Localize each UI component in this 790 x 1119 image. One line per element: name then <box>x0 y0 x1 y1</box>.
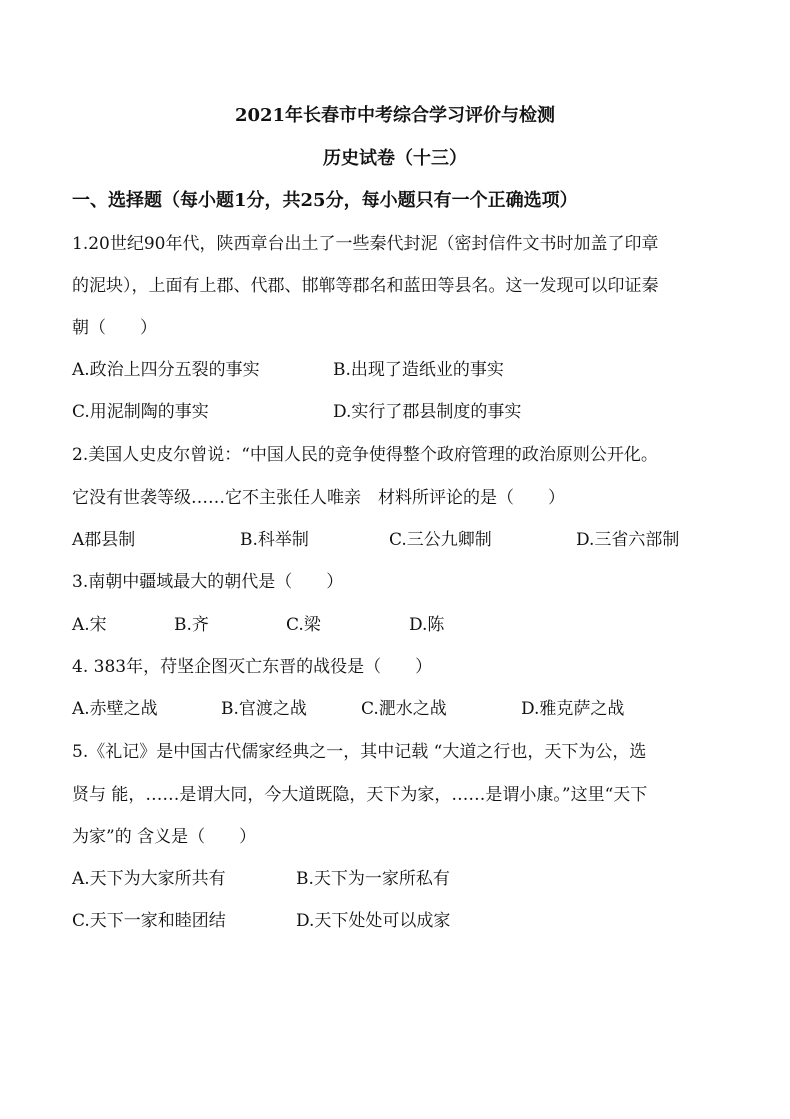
option-a: A.天下为大家所共有 <box>72 869 226 889</box>
question-text-line: 5.《礼记》是中国古代儒家经典之一，其中记载 “大道之行也，天下为公，选 <box>72 742 647 762</box>
option-b: B.齐 <box>174 615 209 635</box>
question-text-line: 它没有世袭等级……它不主张任人唯亲 材料所评论的是（ ） <box>72 488 565 508</box>
option-c: C.梁 <box>286 615 321 635</box>
option-a: A郡县制 <box>72 530 136 550</box>
question-text-line: 3.南朝中疆域最大的朝代是（ ） <box>72 572 344 592</box>
option-d: D.实行了郡县制度的事实 <box>333 402 522 422</box>
exam-title: 2021年长春市中考综合学习评价与检测 <box>234 105 556 126</box>
question-text-line: 2.美国人史皮尔曾说：“中国人民的竞争使得整个政府管理的政治原则公开化。 <box>72 445 658 465</box>
option-b: B.官渡之战 <box>221 699 307 719</box>
option-d: D.三省六部制 <box>576 530 680 550</box>
question-text-line: 1.20世纪90年代，陕西章台出土了一些秦代封泥（密封信件文书时加盖了印章 <box>72 234 659 254</box>
option-d: D.陈 <box>409 615 445 635</box>
question-text-line: 4. 383年，苻坚企图灭亡东晋的战役是（ ） <box>72 657 433 677</box>
section-heading: 一、选择题（每小题1分，共25分，每小题只有一个正确选项） <box>72 190 578 211</box>
option-d: D.天下处处可以成家 <box>296 911 451 931</box>
option-c: C.天下一家和睦团结 <box>72 911 226 931</box>
option-c: C.用泥制陶的事实 <box>72 402 209 422</box>
option-a: A.宋 <box>72 615 107 635</box>
option-b: B.天下为一家所私有 <box>296 869 450 889</box>
option-c: C.淝水之战 <box>361 699 447 719</box>
question-text-line: 贤与 能，……是谓大同，今大道既隐，天下为家，……是谓小康。”这里“天下 <box>72 785 648 805</box>
question-text-line: 为家”的 含义是（ ） <box>72 827 257 847</box>
option-b: B.科举制 <box>240 530 309 550</box>
option-d: D.雅克萨之战 <box>521 699 625 719</box>
option-c: C.三公九卿制 <box>389 530 492 550</box>
exam-subtitle: 历史试卷（十三） <box>323 148 467 169</box>
option-a: A.赤壁之战 <box>72 699 158 719</box>
option-b: B.出现了造纸业的事实 <box>333 360 504 380</box>
question-text-line: 的泥块），上面有上郡、代郡、邯郸等郡名和蓝田等县名。这一发现可以印证秦 <box>72 276 659 296</box>
question-text-line: 朝（ ） <box>72 318 157 338</box>
option-a: A.政治上四分五裂的事实 <box>72 360 260 380</box>
